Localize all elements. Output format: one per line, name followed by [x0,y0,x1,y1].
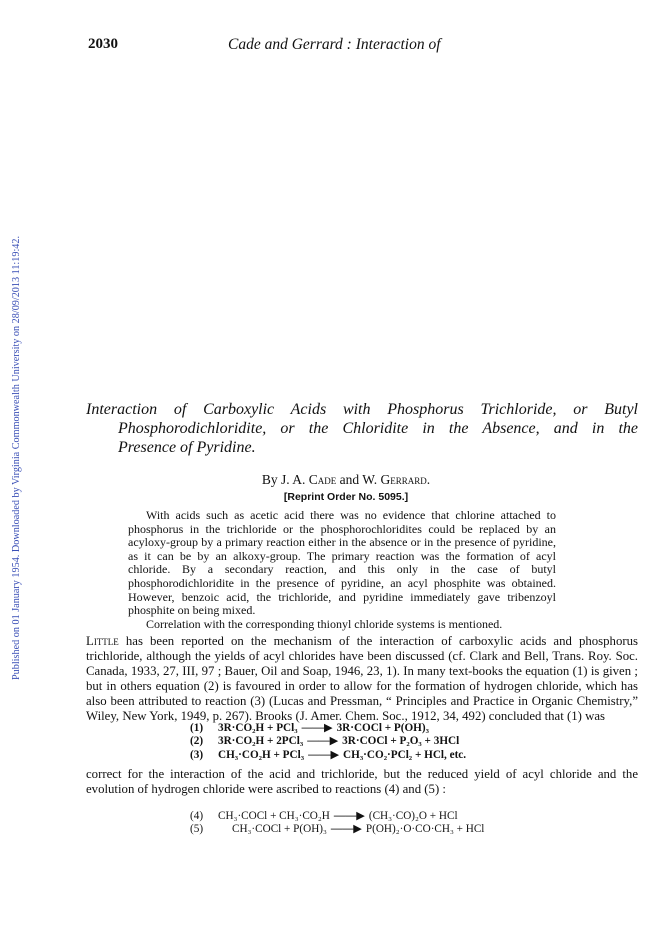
download-watermark [0,60,22,920]
title-line-2: Phosphorodichloridite, or the Chloridite in the Absence, and in the [118,420,638,437]
author-line [0,472,672,488]
title-line-1: Interaction of Carboxylic Acids with Phosphorus Trichloride, or Butyl [86,401,638,418]
equations-1-3 [190,722,466,762]
equation-number: (4) [190,810,204,822]
equation-number: (5) [190,823,204,836]
reaction-arrow-icon: ——▶ [333,810,365,822]
abstract-paragraph-1: With acids such as acetic acid there was no evidence that chlorine attached to phosphorus in the trichloride or the phosphorochloridites could be replaced by an acyloxy-group by a primary reaction either in the absence or in the presence of pyridine, as it can be by an alkoxy-group. The primary reaction was the formation of acyl chloride. By a secondary reaction, and this only in the case of butyl phosphorodichloridite in the presence of pyridine, an acyl phosphite was obtained. However, benzoic acid, the trichloride, and pyridine immediately gave tribenzoyl phosphite on being mixed. [128,508,556,618]
equations-4-5 [190,810,484,837]
equation-number: (1) [190,722,204,734]
author1-name: Cade [308,472,337,487]
equation-row [190,722,466,735]
equation-rhs: (CH₃·CO)₂O + HCl [368,810,458,822]
equation-lhs: CH₃·CO₂H + PCl₃ [218,748,305,761]
equation-rhs: CH₃·CO₂·PCl₂ + HCl, etc. [343,748,467,761]
reprint-order: [Reprint Order No. 5095.] [283,491,409,503]
lead-word: Little [86,634,119,648]
equation-lhs: 3R·CO₂H + 2PCl₃ [218,735,304,748]
equation-lhs: CH₃·COCl + CH₃·CO₂H [218,810,330,822]
author1-initials: J. A. [280,472,306,487]
author2-initials: W. [362,472,378,487]
title-line-3: Presence of Pyridine. [118,439,256,456]
abstract-paragraph-2: Correlation with the corresponding thionyl chloride systems is mentioned. [146,616,503,631]
body-paragraph-1-text [86,634,638,724]
and-word: and [339,472,360,487]
reaction-arrow-icon: ——▶ [308,748,340,761]
equation-row [190,749,466,762]
author2-name: Gerrard. [380,472,431,487]
body-paragraph-2 [86,767,638,797]
abstract [128,509,556,631]
equation-row [190,810,484,823]
equation-number: (2) [190,735,204,748]
equation-lhs: 3R·CO₂H + PCl₃ [218,722,298,734]
equation-rhs: P(OH)₂·O·CO·CH₃ + HCl [365,823,485,836]
page-number: 2030 [88,36,118,52]
body-paragraph-1-rest: has been reported on the mechanism of the interaction of carboxylic acids and phosphorus trichloride, although the yields of acyl chlorides have been discussed (cf. Clark and Bell, Trans. Roy. Soc. Canada, 1933, 27, III, 97 ; Bauer, Oil and Soap, 1946, 23, 1). In many text-books the equation (1) is given ; but in others equation (2) is favoured in order to allow for the formation of hydrogen chloride, which has also been attributed to reaction (3) (Lucas and Pressman, “ Principles and Practice in Organic Chemistry,” Wiley, New York, 1949, p. 267). Brooks (J. Amer. Chem. Soc., 1912, 34, 492) concluded that (1) was [86,634,638,723]
reaction-arrow-icon: ——▶ [301,722,333,734]
reaction-arrow-icon: ——▶ [307,735,339,748]
reaction-arrow-icon: ——▶ [330,823,362,836]
equation-rhs: 3R·COCl + P(OH)₃ [336,722,429,734]
body-paragraph-1 [86,634,638,724]
equation-number: (3) [190,748,204,761]
page-header [88,36,636,56]
body-paragraph-2-text: correct for the interaction of the acid and trichloride, but the reduced yield of acyl chloride and the evolution of hydrogen chloride were ascribed to reactions (4) and (5) : [86,767,638,796]
download-watermark-text: Published on 01 January 1954. Downloaded by Virginia Commonwealth University on 28/09/2013 11:19:42. [11,235,22,680]
running-title: Cade and Gerrard : Interaction of [228,36,441,53]
equation-row [190,735,466,748]
equation-rhs: 3R·COCl + P₂O₃ + 3HCl [342,735,460,748]
by-word: By [261,472,278,487]
article-title [86,400,638,457]
equation-lhs: CH₃·COCl + P(OH)₃ [218,823,327,836]
equation-row [190,823,484,836]
